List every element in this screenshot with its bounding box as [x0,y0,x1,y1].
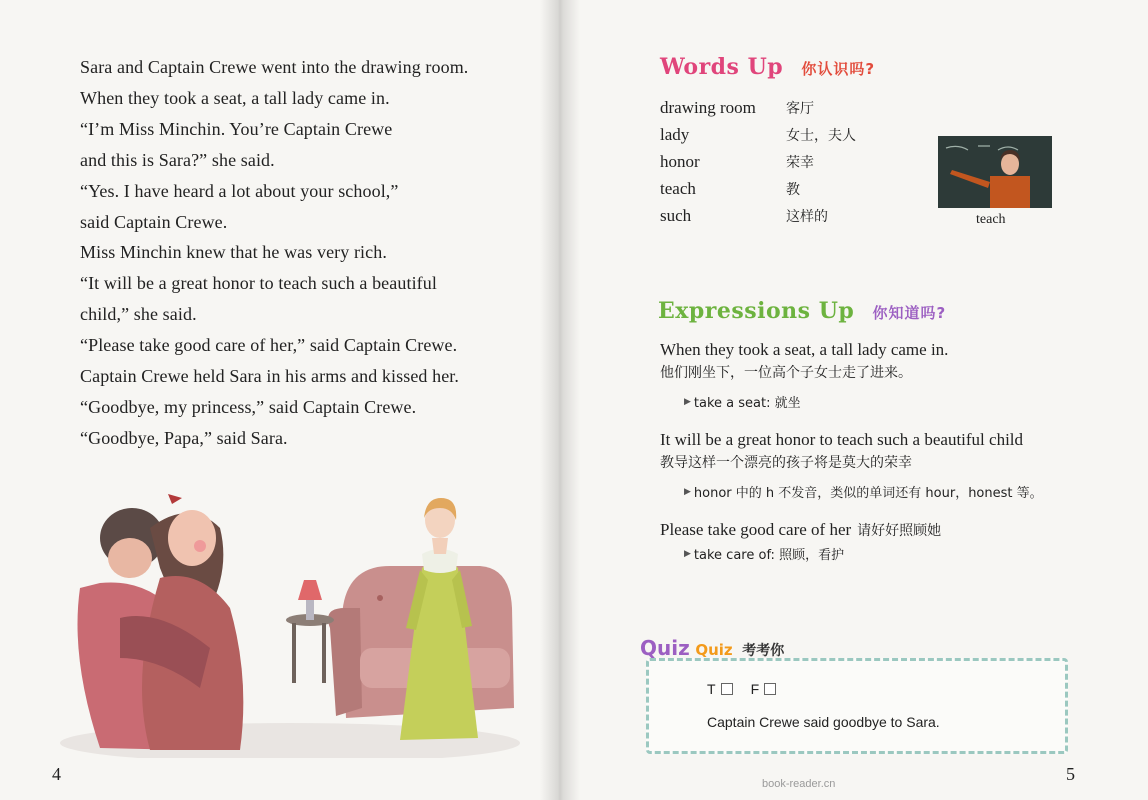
expression-item [660,430,1043,501]
story-illustration [60,458,530,758]
vocab-meaning: 这样的 [786,208,828,225]
quiz-box [646,658,1068,754]
lamp-table-illustration [286,580,334,683]
true-label: T [707,681,716,697]
vocab-meaning: 教 [786,181,800,198]
story-line: “I’m Miss Minchin. You’re Captain Crewe [80,118,393,139]
false-option[interactable] [751,681,777,697]
story-line: Sara and Captain Crewe went into the drawing room. [80,57,469,77]
quiz-title-1: Quiz [640,636,690,660]
story-line: “It will be a great honor to teach such a beautiful [80,273,437,294]
vocab-meaning: 女士，夫人 [786,127,856,144]
vocab-word: such [660,205,692,225]
triangle-bullet-icon: ▶ [684,486,691,497]
expression-item [660,520,941,563]
expression-item [660,340,948,411]
expression-line [660,520,941,540]
true-false-options [707,681,776,697]
watermark: book-reader.cn [762,778,836,790]
vocab-row [660,175,856,202]
quiz-heading [640,636,784,660]
teacher-photo [938,136,1052,208]
miss-minchin-illustration [400,498,478,740]
words-up-title: Words Up [660,54,784,80]
vocab-word: teach [660,178,696,198]
expression-note [684,482,1043,501]
sara-and-captain-illustration [78,494,244,750]
triangle-bullet-icon: ▶ [684,548,691,559]
true-checkbox[interactable] [721,683,733,695]
story-line: Miss Minchin knew that he was very rich. [80,242,387,263]
words-up-heading [660,54,875,80]
story-line: Captain Crewe held Sara in his arms and kissed her. [80,366,460,387]
vocab-row [660,94,856,121]
quiz-subtitle: 考考你 [742,643,785,659]
false-checkbox[interactable] [764,683,776,695]
photo-caption: teach [976,212,1006,227]
expression-note [684,544,941,563]
quiz-title-2: Quiz [695,641,733,659]
story-line: “Yes. I have heard a lot about your school,” [80,180,399,201]
vocab-word: honor [660,151,700,171]
vocab-row [660,202,856,229]
vocab-meaning: 荣幸 [786,154,814,171]
expression-note-text: take care of: 照顾，看护 [693,548,845,563]
expressions-up-heading [658,298,946,324]
vocab-row [660,121,856,148]
expressions-up-subtitle: 你知道吗? [872,304,947,322]
story-line: said Captain Crewe. [80,211,228,232]
expression-en: When they took a seat, a tall lady came in. [660,340,949,359]
story-line: child,” she said. [80,304,197,325]
words-up-subtitle: 你认识吗? [801,60,876,78]
story-text [80,52,540,454]
quiz-question: Captain Crewe said goodbye to Sara. [707,714,940,730]
story-line: When they took a seat, a tall lady came in. [80,87,390,108]
expression-note [684,392,948,411]
story-line: “Goodbye, Papa,” said Sara. [80,427,288,448]
expression-en: It will be a great honor to teach such a beautiful child [660,430,1024,449]
triangle-bullet-icon: ▶ [684,396,691,407]
vocab-list [660,94,856,229]
expression-zh: 他们刚坐下，一位高个子女士走了进来。 [660,365,912,381]
expression-zh: 教导这样一个漂亮的孩子将是莫大的荣幸 [660,455,912,471]
page-number-right: 5 [1066,764,1075,784]
expression-en: Please take good care of her [660,520,852,539]
expression-zh: 请好好照顾她 [857,523,942,539]
story-line: “Goodbye, my princess,” said Captain Crewe. [80,396,417,417]
story-line: and this is Sara?” she said. [80,149,275,170]
expression-note-text: honor 中的 h 不发音，类似的单词还有 hour，honest 等。 [693,486,1043,501]
page-number-left: 4 [52,764,61,784]
expression-note-text: take a seat: 就坐 [693,396,801,411]
vocab-word: drawing room [660,97,756,117]
vocab-word: lady [660,124,690,144]
vocab-row [660,148,856,175]
vocab-meaning: 客厅 [786,100,814,117]
story-line: “Please take good care of her,” said Captain Crewe. [80,335,458,356]
expressions-up-title: Expressions Up [658,298,855,324]
true-option[interactable] [707,681,733,697]
false-label: F [750,681,760,697]
book-gutter [540,0,580,800]
